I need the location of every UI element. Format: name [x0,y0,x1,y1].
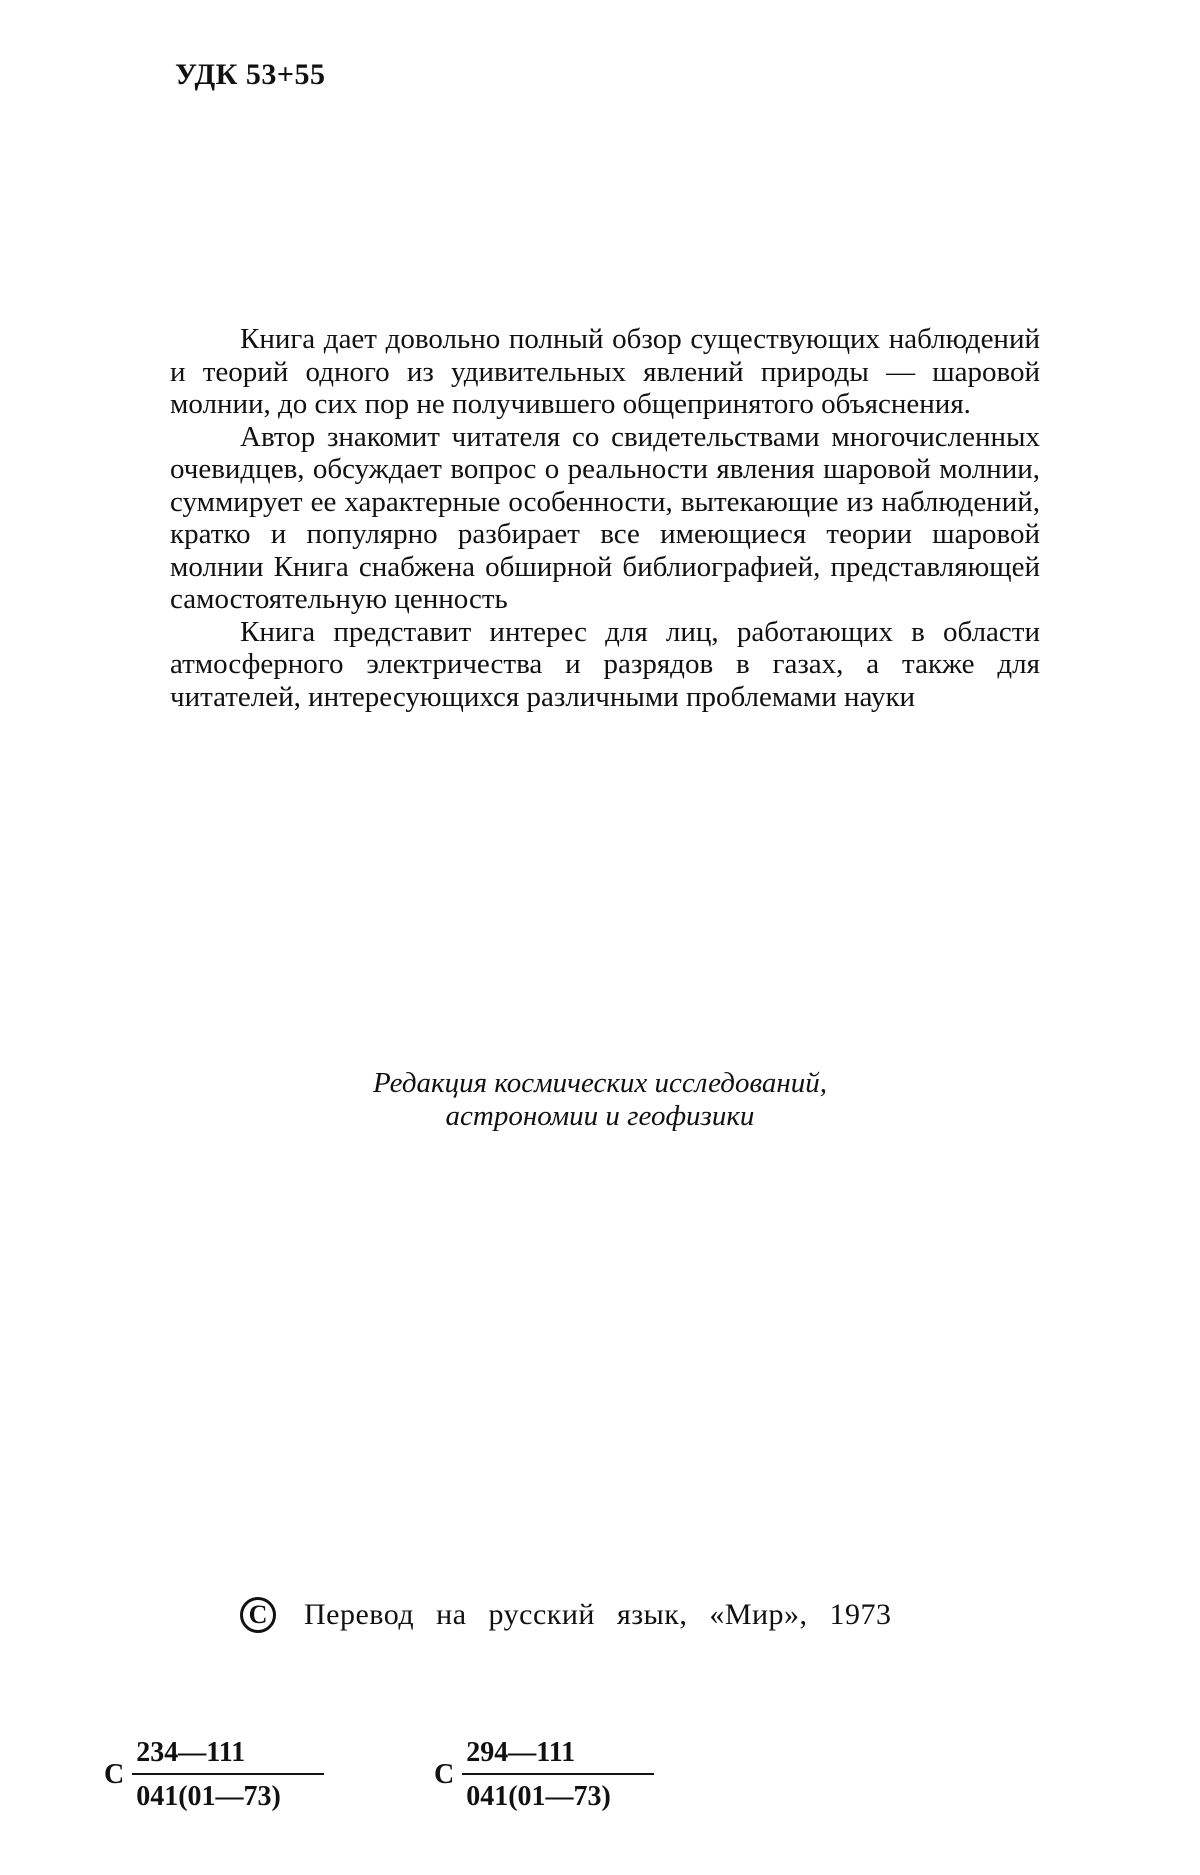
editorial-line-1: Редакция космических исследований, [373,1067,827,1099]
index-prefix: С [434,1759,455,1790]
index-fraction [132,1737,324,1813]
publication-index-2 [434,1737,654,1813]
udc-code: УДК 53+55 [175,58,326,91]
editorial-office [0,1067,1200,1133]
abstract [170,323,1040,713]
abstract-paragraph-1: Книга дает довольно полный обзор существующих наблюдений и теорий одного из удивительных явлений природы — шаровой молнии, до сих пор не получившего общепринятого объяснения. [170,323,1040,420]
publication-index-1 [104,1737,324,1813]
index-fraction [462,1737,654,1813]
copyright-notice [240,1597,892,1633]
abstract-paragraph-2: Автор знакомит читателя со свидетельствами многочисленных очевидцев, обсуждает вопрос о реальности явления шаровой молнии, суммирует ее характерные особенности, вытекающие из наблюдений, кратко и популярно разбирает все имеющиеся теории шаровой молнии Книга снабжена обширной библиографией, представляющей самостоятельную ценность [170,420,1040,615]
copyright-icon: C [240,1597,276,1633]
index-numerator: 294—111 [462,1737,654,1775]
copyright-text: Перевод на русский язык, «Мир», 1973 [304,1598,892,1631]
index-denominator: 041(01—73) [136,1781,281,1812]
abstract-paragraph-3: Книга представит интерес для лиц, работающих в области атмосферного электричества и разрядов в газах, а также для читателей, интересующихся различными проблемами науки [170,615,1040,713]
editorial-line-2: астрономии и геофизики [445,1100,755,1132]
index-prefix: С [104,1759,125,1790]
index-numerator: 234—111 [132,1737,324,1775]
index-denominator: 041(01—73) [466,1781,611,1812]
